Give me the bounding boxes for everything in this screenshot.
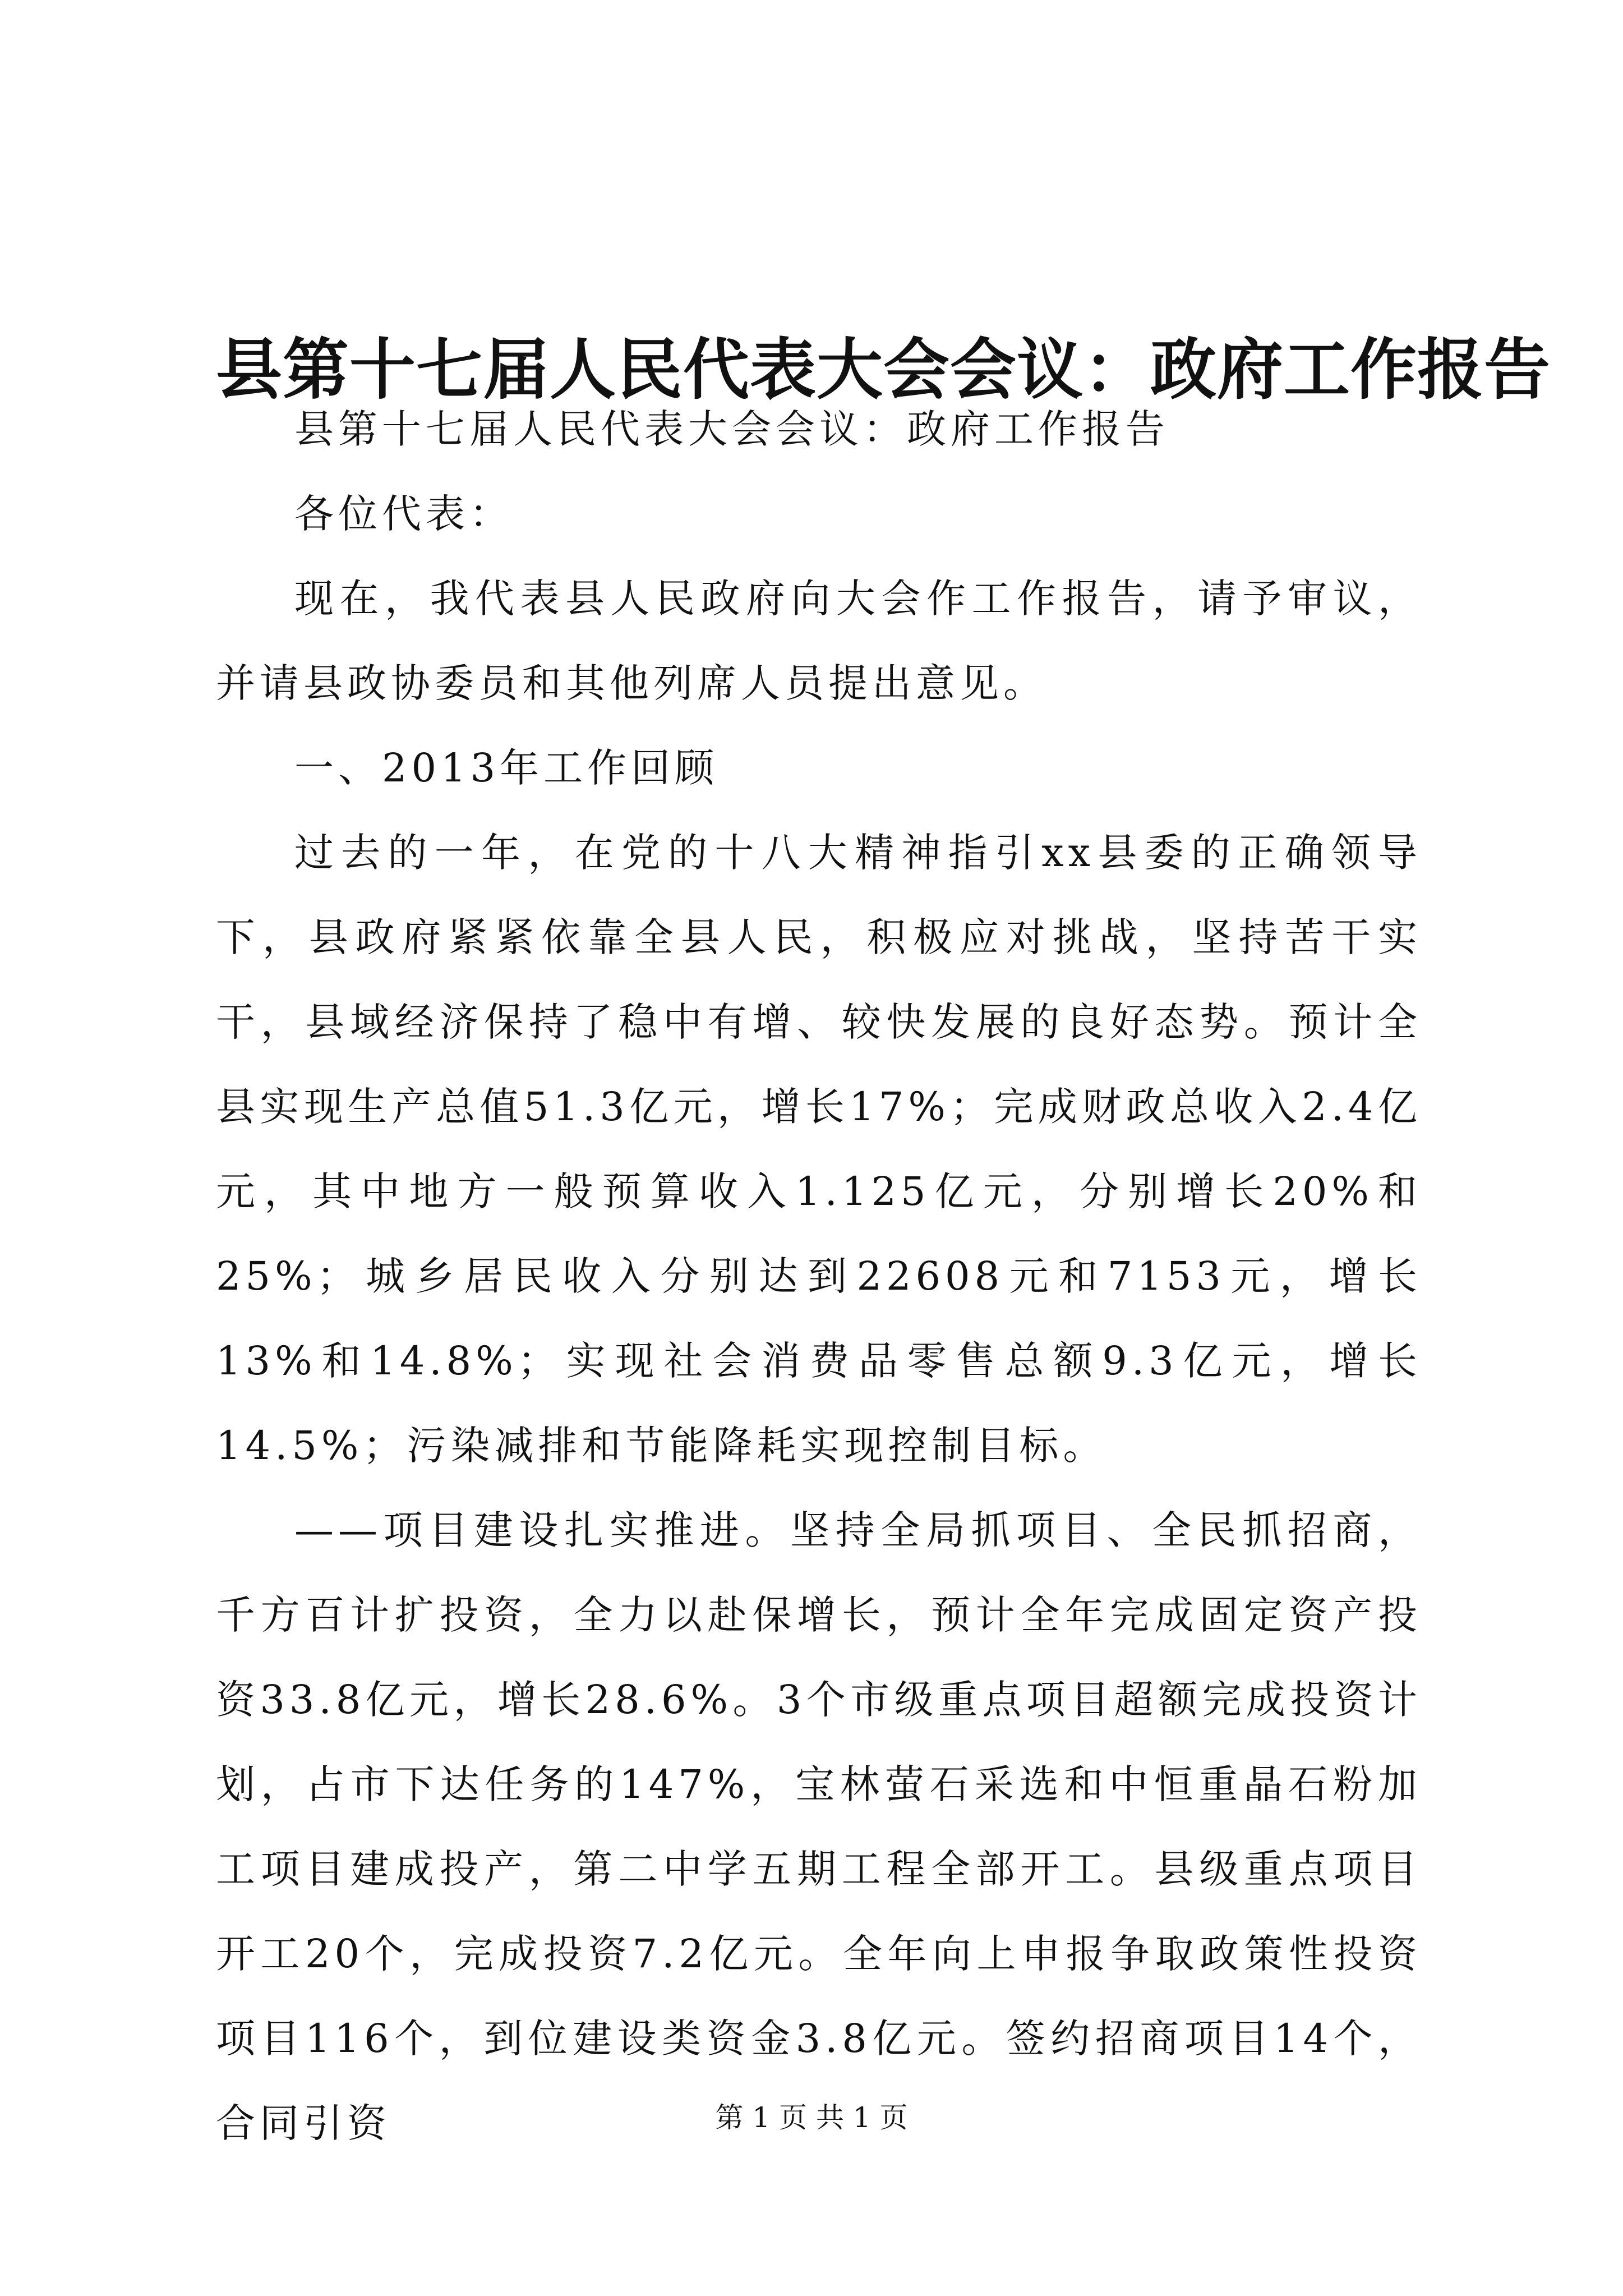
document-title: 县第十七届人民代表大会会议：政府工作报告 [216,330,1551,409]
paragraph-subtitle: 县第十七届人民代表大会会议：政府工作报告 [294,406,1169,452]
paragraph-salutation: 各位代表： [294,491,513,537]
section-heading: 一、2013年工作回顾 [294,745,719,791]
paragraph-projects: ——项目建设扎实推进。坚持全局抓项目、全民抓招商，千方百计扩投资，全力以赴保增长，预计全年完成固定资产投资33.8亿元，增长28.6%。3个市级重点项目超额完成投资计划，占市下达任务的147%，宝林萤石采选和中恒重晶石粉加工项目建成投产，第二中学五期工程全部开工。县级重点项目开工20个，完成投资7.2亿元。全年向上申报争取政策性投资项目116个，到位建设类资金3.8亿元。签约招商项目14个，合同引资 [216,1507,1422,2146]
paragraph-intro: 现在，我代表县人民政府向大会作工作报告，请予审议，并请县政协委员和其他列席人员提出意见。 [216,576,1422,706]
document-body [216,387,1422,2166]
page-footer: 第 1 页 共 1 页 [715,2101,908,2134]
paragraph-review: 过去的一年，在党的十八大精神指引xx县委的正确领导下，县政府紧紧依靠全县人民，积极应对挑战，坚持苦干实干，县域经济保持了稳中有增、较快发展的良好态势。预计全县实现生产总值51.3亿元，增长17%；完成财政总收入2.4亿元，其中地方一般预算收入1.125亿元，分别增长20%和25%；城乡居民收入分别达到22608元和7153元，增长13%和14.8%；实现社会消费品零售总额9.3亿元，增长14.5%；污染减排和节能降耗实现控制目标。 [216,830,1422,1469]
